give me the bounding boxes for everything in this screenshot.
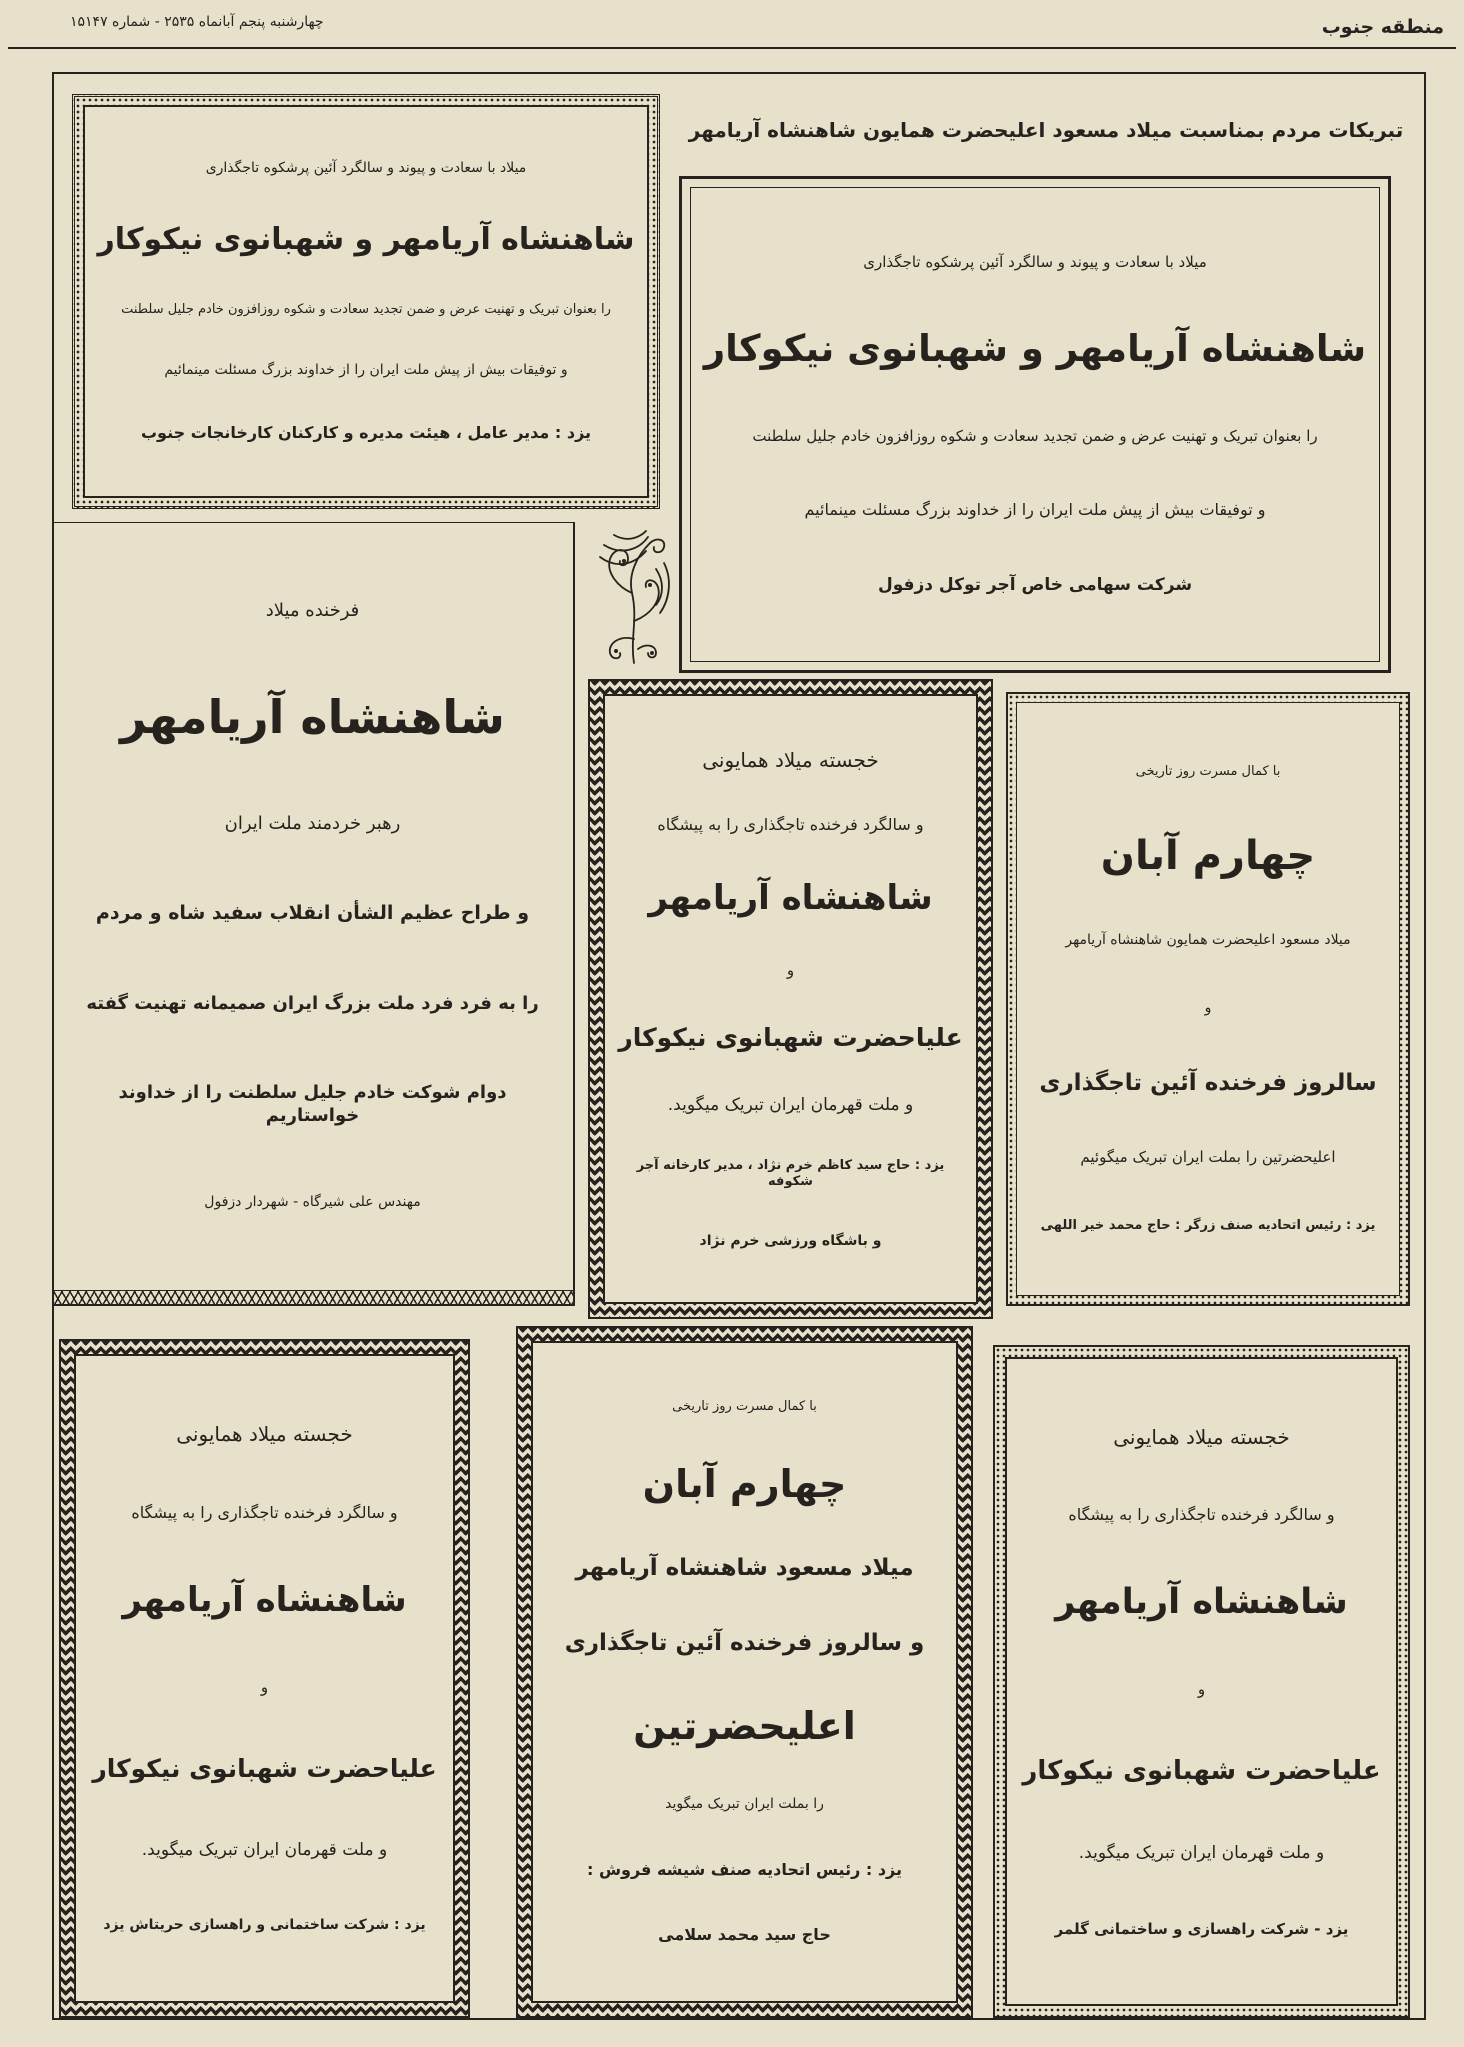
floral-ornament-icon (594, 529, 672, 666)
ad-c-body-2: را به فرد فرد ملت بزرگ ایران صمیمانه تهنیت گفته (86, 992, 539, 1014)
ad-d-headline-2: علیاحضرت شهبانوی نیکوکار (618, 1022, 963, 1052)
ad-h-headline-2: علیاحضرت شهبانوی نیکوکار (1022, 1755, 1381, 1786)
ad-h-headline-1: شاهنشاه آریامهر (1055, 1581, 1348, 1622)
ad-b-intro: میلاد با سعادت و پیوند و سالگرد آئین پرشکوه تاجگذاری (863, 252, 1207, 271)
floral-ornament (594, 529, 672, 666)
ad-g-headline-1: چهارم آبان (642, 1461, 847, 1506)
ad-e-headline-2: سالروز فرخنده آئین تاجگذاری (1039, 1069, 1377, 1096)
ad-box-f-inner (74, 1354, 455, 2003)
ad-box-h (993, 1345, 1410, 2018)
ad-d-signature-1: یزد : حاج سید کاظم خرم نژاد ، مدیر کارخانه آجر شکوفه (636, 1158, 945, 1190)
ad-c-headline: شاهنشاه آریامهر (120, 689, 505, 744)
ad-h-signature: یزد - شرکت راهسازی و ساختمانی گلمر (1054, 1919, 1349, 1938)
ad-box-a (72, 94, 660, 509)
ad-f-body-2: و ملت قهرمان ایران تبریک میگوید. (141, 1840, 388, 1861)
page-headline: تبریکات مردم بمناسبت میلاد مسعود اعلیحضرت همایون شاهنشاه آریامهر (688, 118, 1404, 142)
ad-g-signature-1: یزد : رئیس اتحادیه صنف شیشه فروش : (586, 1859, 903, 1879)
ad-d-body-2: و ملت قهرمان ایران تبریک میگوید. (667, 1094, 914, 1115)
ad-b-body-2: و توفیقات بیش از پیش ملت ایران را از خداوند بزرگ مسئلت مینمائیم (804, 500, 1266, 520)
ad-d-conjunction: و (786, 961, 795, 980)
ad-box-b (679, 176, 1391, 673)
ad-b-headline: شاهنشاه آریامهر و شهبانوی نیکوکار (703, 327, 1367, 371)
ad-c-body-1: و طراح عظیم الشأن انقلاب سفید شاه و مردم (95, 902, 530, 925)
ad-d-signature-2: و باشگاه ورزشی خرم نژاد (699, 1232, 882, 1249)
section-name: منطقه جنوب (1321, 16, 1444, 38)
ad-f-signature: یزد : شرکت ساختمانی و راهسازی حریتاش یزد (103, 1917, 426, 1934)
ad-e-body-2: اعلیحضرتین را بملت ایران تبریک میگوئیم (1080, 1148, 1336, 1167)
ad-d-intro: خجسته میلاد همایونی (702, 747, 879, 772)
ad-e-signature: یزد : رئیس اتحادیه صنف زرگر : حاج محمد خیر اللهی (1040, 1217, 1376, 1233)
ad-h-body-2: و ملت قهرمان ایران تبریک میگوید. (1078, 1842, 1325, 1863)
ad-c-subtitle: رهبر خردمند ملت ایران (224, 813, 401, 835)
ad-f-headline-2: علیاحضرت شهبانوی نیکوکار (92, 1753, 437, 1783)
ad-b-body-1: را بعنوان تبریک و تهنیت عرض و ضمن تجدید سعادت و شکوه روزافزون خادم جلیل سلطنت (752, 426, 1318, 445)
ad-a-intro: میلاد با سعادت و پیوند و سالگرد آئین پرشکوه تاجگذاری (205, 160, 527, 177)
ad-box-h-inner (1005, 1357, 1398, 2006)
ad-c-intro: فرخنده میلاد (265, 599, 360, 621)
header-rule (8, 47, 1456, 49)
ad-f-body-1: و سالگرد فرخنده تاجگذاری را به پیشگاه (131, 1503, 398, 1523)
ad-box-g-inner (531, 1341, 958, 2003)
ad-box-b-inner (690, 187, 1380, 662)
ad-c-ornamental-border (52, 1290, 573, 1306)
ad-f-intro: خجسته میلاد همایونی (176, 1422, 353, 1447)
ad-d-headline-1: شاهنشاه آریامهر (648, 877, 933, 918)
ad-b-signature: شرکت سهامی خاص آجر توکل دزفول (877, 575, 1193, 596)
ad-f-conjunction: و (260, 1677, 269, 1696)
ad-e-intro: با کمال مسرت روز تاریخی (1135, 763, 1281, 779)
issue-date-number: چهارشنبه پنجم آبانماه ۲۵۳۵ - شماره ۱۵۱۴۷ (70, 14, 324, 30)
ad-h-conjunction: و (1197, 1680, 1206, 1699)
ad-h-body-1: و سالگرد فرخنده تاجگذاری را به پیشگاه (1068, 1505, 1335, 1525)
ad-g-signature-2: حاج سید محمد سلامی (658, 1925, 831, 1945)
ad-e-conjunction: و (1204, 1000, 1212, 1017)
ad-g-body-3: را بملت ایران تبریک میگوید (665, 1796, 824, 1813)
ad-box-d-inner (603, 694, 978, 1304)
ad-a-signature: یزد : مدیر عامل ، هیئت مدیره و کارکنان کارخانجات جنوب (140, 422, 592, 442)
ad-c-body-3: دوام شوکت خادم جلیل سلطنت را از خداوند خواستاریم (118, 1082, 507, 1126)
ad-box-c (52, 522, 575, 1306)
ad-g-body-2: و سالروز فرخنده آئین تاجگذاری (564, 1629, 925, 1656)
ad-e-body-1: میلاد مسعود اعلیحضرت همایون شاهنشاه آریامهر (1065, 931, 1351, 948)
ad-g-intro: با کمال مسرت روز تاریخی (672, 1398, 817, 1414)
ad-box-c-content (52, 523, 573, 1288)
ad-f-headline-1: شاهنشاه آریامهر (122, 1580, 407, 1621)
ad-box-e-inner (1016, 702, 1400, 1296)
ad-g-body-1: میلاد مسعود شاهنشاه آریامهر (575, 1555, 914, 1581)
ad-box-f (59, 1339, 470, 2018)
ad-box-d (588, 679, 993, 1319)
ad-e-headline-1: چهارم آبان (1100, 833, 1316, 879)
ad-h-intro: خجسته میلاد همایونی (1113, 1424, 1290, 1449)
ad-d-body-1: و سالگرد فرخنده تاجگذاری را به پیشگاه (657, 814, 924, 834)
ad-a-headline: شاهنشاه آریامهر و شهبانوی نیکوکار (97, 222, 635, 258)
ad-box-a-inner (83, 105, 649, 498)
ad-box-g (516, 1326, 973, 2018)
ad-g-headline-2: اعلیحضرتین (633, 1704, 856, 1748)
ad-a-body-1: را بعنوان تبریک و تهنیت عرض و ضمن تجدید سعادت و شکوه روزافزون خادم جلیل سلطنت (121, 302, 611, 318)
ad-a-body-2: و توفیقات بیش از پیش ملت ایران را از خداوند بزرگ مسئلت مینمائیم (164, 361, 568, 378)
ad-c-signature: مهندس علی شیرگاه - شهردار دزفول (204, 1193, 421, 1210)
ad-box-e (1006, 692, 1410, 1306)
